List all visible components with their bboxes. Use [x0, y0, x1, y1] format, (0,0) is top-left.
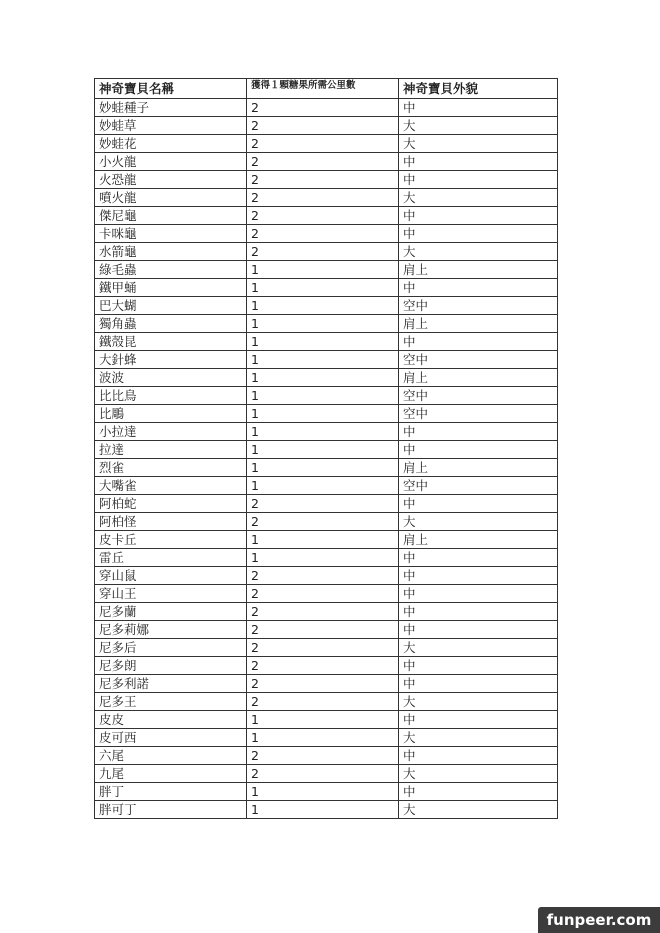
cell-km: 1 [247, 333, 399, 351]
table-row [95, 243, 558, 261]
cell-appearance: 大 [399, 693, 558, 711]
cell-appearance: 大 [399, 765, 558, 783]
cell-name: 妙蛙花 [95, 135, 247, 153]
cell-name: 噴火龍 [95, 189, 247, 207]
cell-appearance: 空中 [399, 297, 558, 315]
cell-name: 獨角蟲 [95, 315, 247, 333]
table-header-row [95, 79, 558, 99]
cell-km: 1 [247, 549, 399, 567]
cell-km: 1 [247, 351, 399, 369]
cell-name: 水箭龜 [95, 243, 247, 261]
cell-km: 2 [247, 567, 399, 585]
table-row [95, 567, 558, 585]
cell-km: 2 [247, 657, 399, 675]
table-row [95, 639, 558, 657]
table-row [95, 387, 558, 405]
table-row [95, 279, 558, 297]
table-row [95, 783, 558, 801]
table-row [95, 153, 558, 171]
table-row [95, 531, 558, 549]
cell-appearance: 中 [399, 153, 558, 171]
cell-name: 巴大蝴 [95, 297, 247, 315]
cell-km: 2 [247, 99, 399, 117]
cell-name: 穿山王 [95, 585, 247, 603]
cell-name: 小火龍 [95, 153, 247, 171]
table-row [95, 441, 558, 459]
cell-name: 小拉達 [95, 423, 247, 441]
header-appearance: 神奇寶貝外貌 [399, 79, 558, 99]
table-row [95, 351, 558, 369]
cell-appearance: 中 [399, 549, 558, 567]
cell-appearance: 肩上 [399, 261, 558, 279]
cell-name: 卡咪龜 [95, 225, 247, 243]
cell-name: 比鵰 [95, 405, 247, 423]
table-row [95, 549, 558, 567]
cell-km: 1 [247, 801, 399, 819]
cell-name: 尼多王 [95, 693, 247, 711]
cell-appearance: 中 [399, 657, 558, 675]
cell-appearance: 中 [399, 441, 558, 459]
cell-km: 1 [247, 459, 399, 477]
cell-name: 比比鳥 [95, 387, 247, 405]
cell-km: 2 [247, 675, 399, 693]
cell-km: 2 [247, 207, 399, 225]
cell-appearance: 中 [399, 675, 558, 693]
cell-appearance: 中 [399, 171, 558, 189]
cell-name: 鐵甲蛹 [95, 279, 247, 297]
cell-appearance: 大 [399, 513, 558, 531]
table-row [95, 711, 558, 729]
table-body [95, 99, 558, 819]
table-row [95, 747, 558, 765]
cell-name: 傑尼龜 [95, 207, 247, 225]
cell-appearance: 大 [399, 729, 558, 747]
cell-appearance: 中 [399, 783, 558, 801]
cell-appearance: 中 [399, 279, 558, 297]
table-row [95, 657, 558, 675]
table-row [95, 765, 558, 783]
cell-km: 2 [247, 693, 399, 711]
cell-km: 2 [247, 225, 399, 243]
table-row [95, 171, 558, 189]
cell-name: 皮皮 [95, 711, 247, 729]
cell-km: 2 [247, 117, 399, 135]
cell-appearance: 肩上 [399, 459, 558, 477]
table-row [95, 315, 558, 333]
table-row [95, 369, 558, 387]
site-watermark: funpeer.com [538, 907, 660, 933]
cell-appearance: 肩上 [399, 315, 558, 333]
cell-appearance: 中 [399, 711, 558, 729]
cell-appearance: 肩上 [399, 531, 558, 549]
table-row [95, 585, 558, 603]
cell-km: 2 [247, 135, 399, 153]
header-name: 神奇寶貝名稱 [95, 79, 247, 99]
cell-name: 尼多后 [95, 639, 247, 657]
cell-appearance: 空中 [399, 477, 558, 495]
cell-km: 2 [247, 639, 399, 657]
cell-appearance: 大 [399, 135, 558, 153]
cell-km: 1 [247, 711, 399, 729]
table-row [95, 459, 558, 477]
cell-km: 2 [247, 603, 399, 621]
table-row [95, 297, 558, 315]
cell-km: 1 [247, 297, 399, 315]
cell-name: 妙蛙草 [95, 117, 247, 135]
cell-km: 2 [247, 243, 399, 261]
table-row [95, 603, 558, 621]
cell-appearance: 大 [399, 189, 558, 207]
cell-appearance: 大 [399, 639, 558, 657]
cell-appearance: 空中 [399, 351, 558, 369]
table-row [95, 207, 558, 225]
cell-km: 1 [247, 423, 399, 441]
cell-name: 尼多朗 [95, 657, 247, 675]
cell-km: 1 [247, 387, 399, 405]
table-row [95, 189, 558, 207]
cell-km: 1 [247, 405, 399, 423]
cell-appearance: 中 [399, 423, 558, 441]
table-row [95, 261, 558, 279]
cell-appearance: 中 [399, 495, 558, 513]
cell-name: 尼多莉娜 [95, 621, 247, 639]
cell-name: 妙蛙種子 [95, 99, 247, 117]
table-row [95, 333, 558, 351]
cell-appearance: 中 [399, 225, 558, 243]
cell-appearance: 空中 [399, 387, 558, 405]
cell-appearance: 中 [399, 99, 558, 117]
cell-name: 火恐龍 [95, 171, 247, 189]
cell-km: 1 [247, 279, 399, 297]
pokemon-table [94, 78, 558, 819]
table-row [95, 135, 558, 153]
cell-km: 1 [247, 729, 399, 747]
cell-name: 波波 [95, 369, 247, 387]
cell-appearance: 中 [399, 585, 558, 603]
table-row [95, 693, 558, 711]
table-row [95, 801, 558, 819]
table-row [95, 513, 558, 531]
table-row [95, 117, 558, 135]
cell-km: 2 [247, 171, 399, 189]
table-row [95, 729, 558, 747]
cell-name: 皮卡丘 [95, 531, 247, 549]
cell-name: 阿柏怪 [95, 513, 247, 531]
header-km: 獲得１顆糖果所需公里數 [247, 79, 399, 99]
cell-km: 2 [247, 153, 399, 171]
cell-name: 拉達 [95, 441, 247, 459]
cell-appearance: 中 [399, 207, 558, 225]
cell-name: 阿柏蛇 [95, 495, 247, 513]
cell-name: 胖丁 [95, 783, 247, 801]
cell-name: 胖可丁 [95, 801, 247, 819]
cell-name: 尼多利諾 [95, 675, 247, 693]
cell-name: 大嘴雀 [95, 477, 247, 495]
cell-km: 2 [247, 765, 399, 783]
cell-km: 1 [247, 441, 399, 459]
cell-km: 1 [247, 369, 399, 387]
cell-name: 大針蜂 [95, 351, 247, 369]
cell-name: 鐵殼昆 [95, 333, 247, 351]
cell-appearance: 中 [399, 603, 558, 621]
cell-appearance: 中 [399, 567, 558, 585]
cell-km: 1 [247, 477, 399, 495]
cell-name: 皮可西 [95, 729, 247, 747]
table-row [95, 405, 558, 423]
table-row [95, 423, 558, 441]
cell-name: 穿山鼠 [95, 567, 247, 585]
cell-km: 2 [247, 621, 399, 639]
cell-name: 九尾 [95, 765, 247, 783]
cell-name: 尼多蘭 [95, 603, 247, 621]
cell-appearance: 大 [399, 243, 558, 261]
cell-appearance: 中 [399, 621, 558, 639]
table-row [95, 495, 558, 513]
cell-appearance: 中 [399, 333, 558, 351]
cell-appearance: 大 [399, 117, 558, 135]
cell-km: 2 [247, 189, 399, 207]
cell-appearance: 中 [399, 747, 558, 765]
cell-name: 雷丘 [95, 549, 247, 567]
cell-km: 2 [247, 747, 399, 765]
table-row [95, 99, 558, 117]
cell-km: 2 [247, 513, 399, 531]
cell-appearance: 大 [399, 801, 558, 819]
table-row [95, 675, 558, 693]
cell-km: 1 [247, 531, 399, 549]
cell-km: 2 [247, 585, 399, 603]
table-row [95, 225, 558, 243]
cell-km: 1 [247, 783, 399, 801]
cell-name: 六尾 [95, 747, 247, 765]
cell-name: 綠毛蟲 [95, 261, 247, 279]
cell-km: 1 [247, 261, 399, 279]
table-row [95, 621, 558, 639]
cell-appearance: 肩上 [399, 369, 558, 387]
table-row [95, 477, 558, 495]
cell-km: 1 [247, 315, 399, 333]
cell-appearance: 空中 [399, 405, 558, 423]
cell-km: 2 [247, 495, 399, 513]
cell-name: 烈雀 [95, 459, 247, 477]
